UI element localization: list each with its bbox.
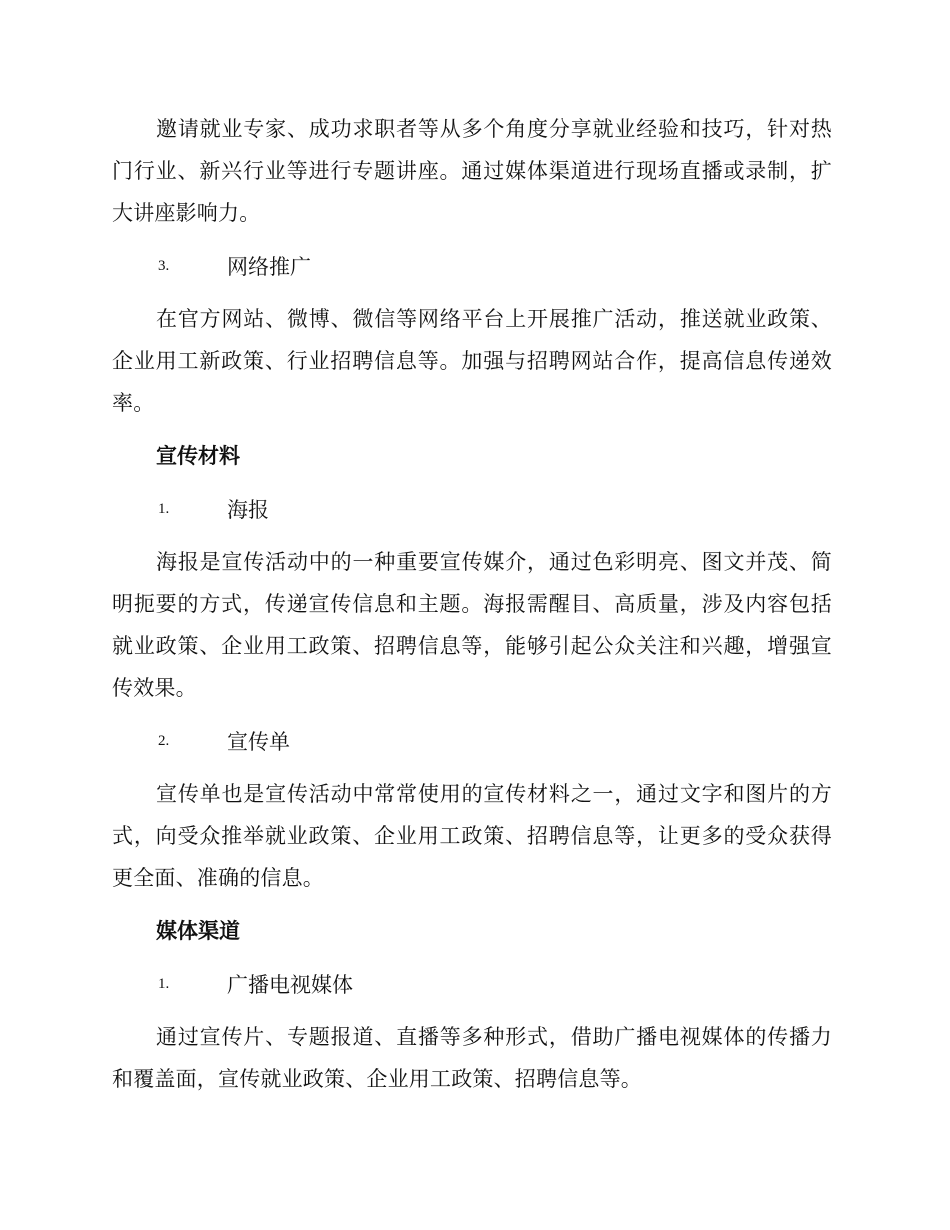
document-body — [112, 108, 832, 1111]
list-item-title: 广播电视媒体 — [227, 973, 353, 997]
list-item-title: 海报 — [227, 498, 269, 522]
list-item-number: 2. — [158, 732, 170, 749]
paragraph-broadcast: 通过宣传片、专题报道、直播等多种形式，借助广播电视媒体的传播力和覆盖面，宣传就业政策、企业用工政策、招聘信息等。 — [112, 1025, 832, 1091]
paragraph-lecture: 邀请就业专家、成功求职者等从多个角度分享就业经验和技巧，针对热门行业、新兴行业等进行专题讲座。通过媒体渠道进行现场直播或录制，扩大讲座影响力。 — [112, 117, 832, 225]
list-item-title: 宣传单 — [227, 730, 290, 754]
list-item-number: 1. — [158, 975, 170, 992]
paragraph-poster: 海报是宣传活动中的一种重要宣传媒介，通过色彩明亮、图文并茂、简明扼要的方式，传递宣传信息和主题。海报需醒目、高质量，涉及内容包括就业政策、企业用工政策、招聘信息等，能够引起公众关注和兴趣，增强宣传效果。 — [112, 550, 832, 700]
list-item-title: 网络推广 — [227, 255, 311, 279]
list-item-flyer — [112, 720, 832, 762]
section-heading-materials: 宣传材料 — [156, 443, 240, 468]
list-item-poster — [112, 488, 832, 530]
list-item-network-promotion — [112, 245, 832, 287]
paragraph-flyer: 宣传单也是宣传活动中常常使用的宣传材料之一，通过文字和图片的方式，向受众推举就业政策、企业用工政策、招聘信息等，让更多的受众获得更全面、准确的信息。 — [112, 782, 832, 890]
paragraph-network: 在官方网站、微博、微信等网络平台上开展推广活动，推送就业政策、企业用工新政策、行业招聘信息等。加强与招聘网站合作，提高信息传递效率。 — [112, 307, 832, 415]
list-item-broadcast — [112, 963, 832, 1005]
list-item-number: 3. — [158, 257, 170, 274]
section-heading-channels: 媒体渠道 — [156, 918, 240, 943]
list-item-number: 1. — [158, 500, 170, 517]
